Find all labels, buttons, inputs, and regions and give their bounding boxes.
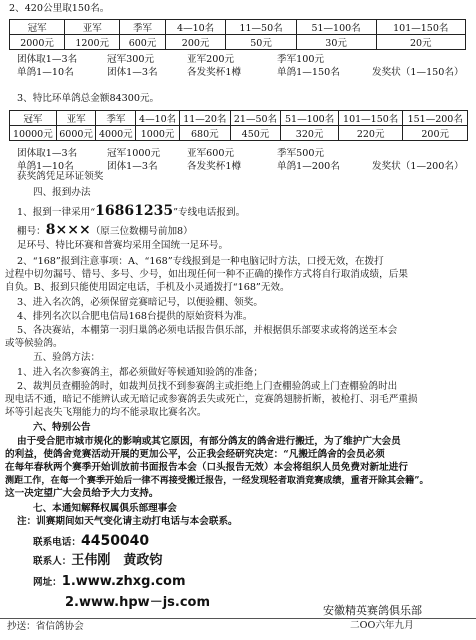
prize-table-420km bbox=[9, 19, 466, 50]
contact-phone-line bbox=[33, 532, 149, 552]
table-cell: 600元 bbox=[120, 35, 166, 50]
footer-divider bbox=[0, 618, 476, 619]
team-text: 团体1—3名 bbox=[107, 161, 158, 172]
section7-title: 七、本通知解释权属俱乐部理事会 bbox=[33, 503, 177, 514]
team-text: 发奖状（1—200名） bbox=[372, 161, 464, 172]
table-cell: 220元 bbox=[338, 126, 403, 141]
table-cell: 50元 bbox=[226, 35, 296, 50]
team-text: 亚军600元 bbox=[187, 148, 235, 159]
table-cell: 51—100名 bbox=[296, 20, 376, 35]
table-cell: 101—150名 bbox=[376, 20, 466, 35]
table-cell: 冠军 bbox=[10, 111, 57, 126]
verify-para: 1、进入名次参赛鸽主，都必须做好等候通知验鸽的准备； bbox=[17, 367, 263, 378]
text: 网址： bbox=[33, 577, 62, 588]
team-text: 单鸽1—10名 bbox=[17, 161, 74, 172]
team-text: 单鸽1—200名 bbox=[277, 161, 340, 172]
para-168-line: 过程中切勿漏号、错号、多号、少号，如出现任何一种不正确的操作方式将自行取消成绩，后果 bbox=[5, 269, 408, 280]
verify-para: 现电话不通，暗记不能辨认或无暗记或参赛鸽丢失或死亡，竞赛鸽翅膀折断，被枪打、羽毛严重损 bbox=[5, 394, 418, 405]
issue-date: 二OO六年九月 bbox=[350, 620, 414, 631]
team-text: 团体取1—3名 bbox=[17, 148, 78, 159]
team-text: 单鸽1—10名 bbox=[17, 67, 74, 78]
table-cell: 101—150名 bbox=[338, 111, 403, 126]
table-cell: 亚军 bbox=[65, 20, 120, 35]
cc-line: 抄送：省信鸽协会 bbox=[7, 621, 84, 632]
contact-phone-number: 4450040 bbox=[80, 533, 150, 549]
verify-para: 2、裁判员查棚验鸽时，如裁判员找不到参赛鸽主或拒绝上门查棚验鸽或上门查棚验鸽时出 bbox=[17, 381, 398, 392]
award-note: 获奖鸽凭足环证领奖 bbox=[17, 171, 104, 182]
para-final-station: 或等候验鸽。 bbox=[5, 338, 63, 349]
team-text: 季军100元 bbox=[277, 54, 325, 65]
table-cell: 季军 bbox=[96, 111, 136, 126]
website-url-2[interactable] bbox=[65, 594, 210, 613]
team-text: 各发奖杯1樽 bbox=[187, 67, 242, 78]
notice-line: 这一决定望广大会员给予大力支持。 bbox=[5, 488, 159, 499]
team-text: 团体1—3名 bbox=[107, 67, 158, 78]
team-text: 冠军1000元 bbox=[107, 148, 161, 159]
text: （原三位数棚号前加8） bbox=[90, 226, 193, 237]
table-cell: 冠军 bbox=[10, 20, 65, 35]
website-url-2-text: 2.www.hpw－js.com bbox=[65, 595, 211, 610]
table-cell: 1000元 bbox=[136, 126, 180, 141]
table-cell: 4000元 bbox=[96, 126, 136, 141]
table-cell: 200元 bbox=[165, 35, 226, 50]
table-cell: 11—50名 bbox=[226, 20, 296, 35]
team-text: 冠军300元 bbox=[107, 54, 155, 65]
table-cell: 20元 bbox=[376, 35, 466, 50]
table-cell: 680元 bbox=[179, 126, 230, 141]
team-text: 季军500元 bbox=[277, 148, 325, 159]
notice-line: 测距工作，在每一个赛季开始后一律不再接受搬迁报告，一经发现轻者取消竞赛成绩，重者开除其会籍”。 bbox=[5, 475, 429, 486]
contact-persons: 王伟刚 黄政钧 bbox=[71, 553, 163, 568]
para-final-station: 5、各决赛站，本棚第一羽归巢鸽必须电话报告俱乐部，并根据俱乐部要求或将鸽送至本会 bbox=[17, 325, 398, 336]
table-cell: 10000元 bbox=[10, 126, 57, 141]
prize-table-special-ring bbox=[9, 110, 468, 141]
table-cell: 450元 bbox=[230, 126, 281, 141]
loft-number-line bbox=[17, 222, 193, 240]
para-rank-source: 4、排列名次以合肥电信局168台提供的原始资料为准。 bbox=[17, 311, 253, 322]
table-cell: 季军 bbox=[120, 20, 166, 35]
section2-heading: 2、420公里取150名。 bbox=[9, 3, 110, 14]
section6-title: 六、特别公告 bbox=[33, 422, 91, 433]
website-line bbox=[33, 573, 186, 592]
table-cell: 4—10名 bbox=[136, 111, 180, 126]
text: 联系人： bbox=[33, 556, 72, 567]
section4-title: 四、报到办法 bbox=[33, 187, 91, 198]
verify-para: 坏等引起丧失飞翔能力的均不能录取比赛名次。 bbox=[5, 407, 207, 418]
notice-line: 在每年春秋两个赛季开始训放前书面报告本会（口头报告无效）本会将组织人员免费对新址进行 bbox=[5, 462, 408, 473]
text: 棚号： bbox=[17, 226, 46, 237]
contact-person-line bbox=[33, 552, 162, 571]
website-url-1[interactable]: 1.www.zhxg.com bbox=[61, 574, 186, 589]
team-text: 各发奖杯1樽 bbox=[187, 161, 242, 172]
team-text: 发奖状（1—150名） bbox=[372, 67, 464, 78]
table-cell: 亚军 bbox=[56, 111, 96, 126]
report-hotline-number: 16861235 bbox=[95, 203, 174, 219]
table-cell: 200元 bbox=[403, 126, 468, 141]
table-cell: 30元 bbox=[296, 35, 376, 50]
section5-title: 五、验鸽方法： bbox=[33, 352, 101, 363]
para-168-line: 2、“168”报到注意事项：A、“168”专线报到是一种电脑记时方法，口授无效，在拨打 bbox=[17, 256, 384, 267]
table-cell: 151—200名 bbox=[403, 111, 468, 126]
text: ”专线电话报到。 bbox=[173, 207, 246, 218]
club-name: 安徽精英赛鸽俱乐部 bbox=[323, 604, 422, 617]
loft-number-format: 8××× bbox=[45, 222, 91, 238]
table-cell: 320元 bbox=[281, 126, 339, 141]
para-rank-mark: 3、进入名次鸽，必须保留竞赛暗记号，以便验棚、领奖。 bbox=[17, 297, 263, 308]
ring-number-line: 足环号、特比环赛和普赛均采用全国统一足环号。 bbox=[17, 240, 229, 251]
table-cell: 21—50名 bbox=[230, 111, 281, 126]
table-cell: 4—10名 bbox=[165, 20, 226, 35]
table-cell: 6000元 bbox=[56, 126, 96, 141]
table-cell: 2000元 bbox=[10, 35, 65, 50]
para-168-line: 自负。B、报到只能使用固定电话，手机及小灵通拨打“168”无效。 bbox=[5, 282, 290, 293]
text: 1、报到一律采用“ bbox=[17, 207, 96, 218]
table-cell: 1200元 bbox=[65, 35, 120, 50]
weather-note: 注：训赛期间如天气变化请主动打电话与本会联系。 bbox=[17, 516, 238, 527]
team-text: 单鸽1—150名 bbox=[277, 67, 340, 78]
text: 联系电话： bbox=[33, 537, 81, 548]
team-text: 亚军200元 bbox=[187, 54, 235, 65]
notice-line: 由于受合肥市城市规化的影响或其它原因，有部分鸽友的鸽舍进行搬迁，为了维护广大会员 bbox=[17, 436, 401, 447]
report-phone-line bbox=[17, 203, 245, 221]
notice-line: 的利益，使鸽舍竞赛活动开展的更加公平，公正我会经研究决定：“凡搬迁鸽舍的会员必须 bbox=[5, 449, 385, 460]
team-text: 团体取1—3名 bbox=[17, 54, 78, 65]
table-cell: 51—100名 bbox=[281, 111, 339, 126]
table-cell: 11—20名 bbox=[179, 111, 230, 126]
section3-heading: 3、特比环单鸽总金额84300元。 bbox=[17, 93, 160, 104]
